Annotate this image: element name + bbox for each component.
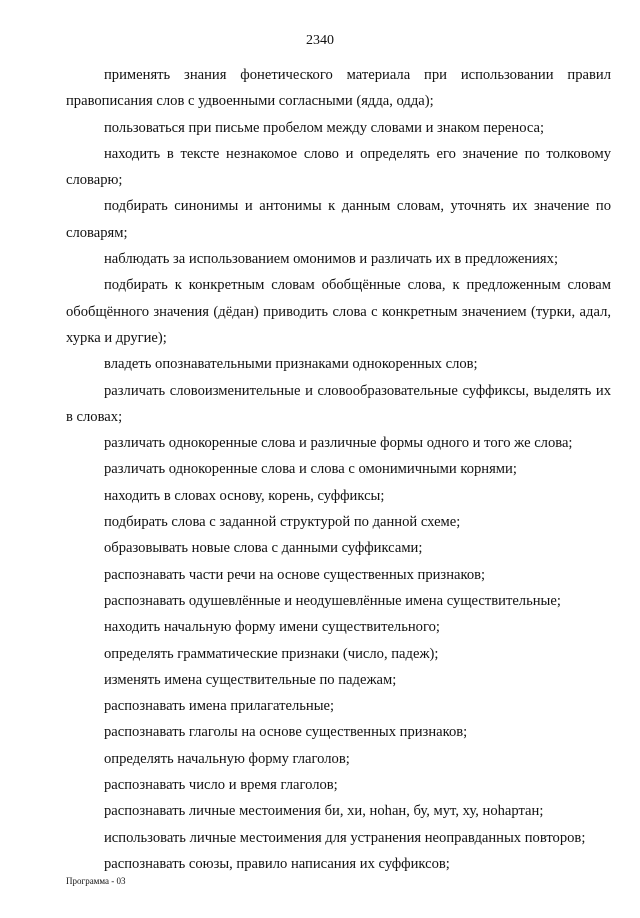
paragraph: определять начальную форму глаголов; <box>104 750 350 767</box>
paragraph: находить в тексте незнакомое слово и определять его значение по толковому словарю; <box>66 145 611 189</box>
paragraph: находить начальную форму имени существительного; <box>104 619 440 636</box>
body-text <box>66 62 611 877</box>
paragraph: различать однокоренные слова и слова с омонимичными корнями; <box>104 461 517 478</box>
paragraph: подбирать слова с заданной структурой по данной схеме; <box>104 514 461 531</box>
paragraph: различать словоизменительные и словообразовательные суффиксы, выделять их в словах; <box>66 382 611 425</box>
paragraph: применять знания фонетического материала при использовании правил правописания слов с удвоенными согласными (ядда, одда); <box>66 67 611 110</box>
paragraph: распознавать число и время глаголов; <box>104 777 338 794</box>
paragraph: изменять имена существительные по падежам; <box>104 671 397 688</box>
paragraph: определять грамматические признаки (число, падеж); <box>104 645 439 662</box>
page-number: 2340 <box>306 33 334 48</box>
paragraph: распознавать одушевлённые и неодушевлённые имена существительные; <box>104 592 561 609</box>
paragraph: подбирать к конкретным словам обобщённые слова, к предложенным словам обобщённого значения (дёдан) приводить слова с конкретным значением (турки, адал, хурка и другие); <box>66 277 611 346</box>
footer-label: Программа - 03 <box>66 876 126 886</box>
paragraph: распознавать личные местоимения би, хи, ноһан, бу, мут, ху, ноһартан; <box>104 803 544 820</box>
paragraph: распознавать имена прилагательные; <box>104 698 335 715</box>
paragraph: распознавать части речи на основе существенных признаков; <box>104 566 486 583</box>
paragraph: владеть опознавательными признаками однокоренных слов; <box>104 356 478 373</box>
paragraph: различать однокоренные слова и различные формы одного и того же слова; <box>104 435 573 452</box>
paragraph: образовывать новые слова с данными суффиксами; <box>104 540 423 557</box>
paragraph: распознавать глаголы на основе существенных признаков; <box>104 724 468 741</box>
paragraph: использовать личные местоимения для устранения неоправданных повторов; <box>104 829 586 846</box>
paragraph: находить в словах основу, корень, суффиксы; <box>104 487 385 504</box>
paragraph: распознавать союзы, правило написания их суффиксов; <box>104 855 450 872</box>
paragraph: подбирать синонимы и антонимы к данным словам, уточнять их значение по словарям; <box>66 198 611 241</box>
paragraph: наблюдать за использованием омонимов и различать их в предложениях; <box>104 251 558 268</box>
paragraph: пользоваться при письме пробелом между словами и знаком переноса; <box>104 119 545 136</box>
